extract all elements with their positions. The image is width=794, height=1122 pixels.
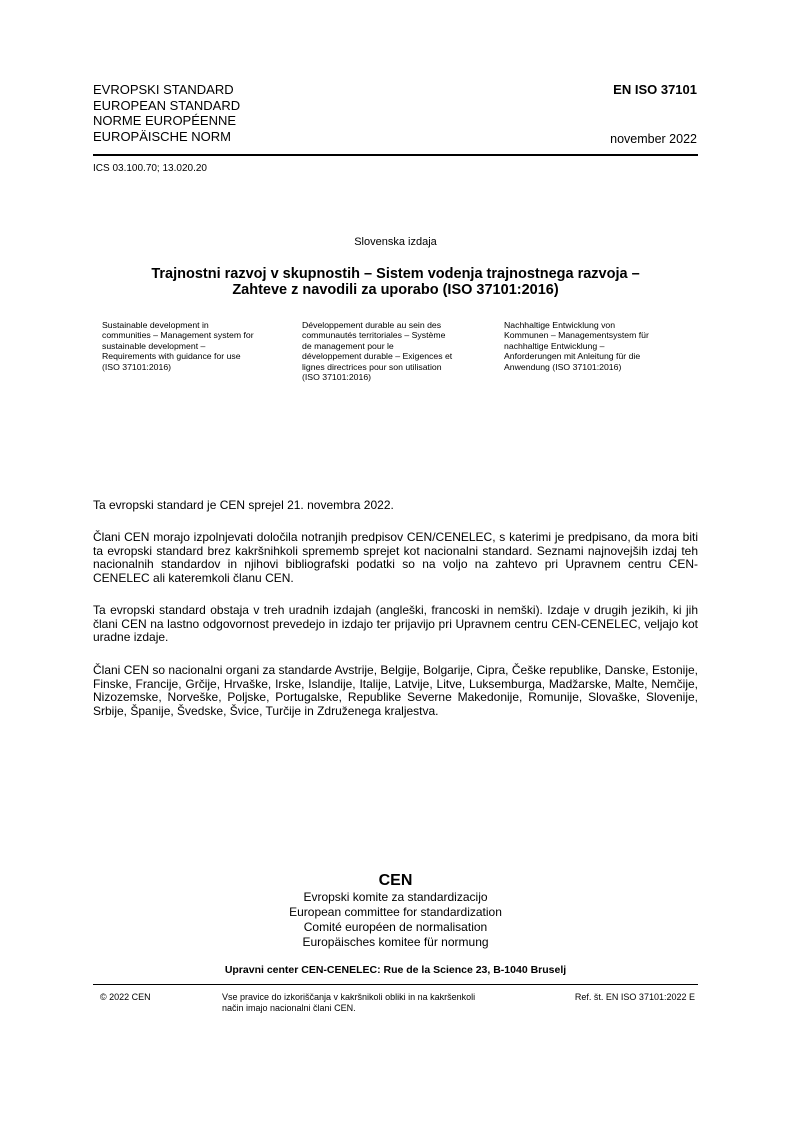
cen-name: CEN xyxy=(378,872,413,889)
reference-number: Ref. št. EN ISO 37101:2022 E xyxy=(574,992,695,1002)
document-title xyxy=(93,266,698,298)
title-german-line: Nachhaltige Entwicklung von xyxy=(504,320,616,330)
header-divider xyxy=(93,154,698,156)
rights-notice xyxy=(222,992,475,1014)
title-french-line: développement durable – Exigences et xyxy=(302,351,453,362)
publication-date: november 2022 xyxy=(610,132,697,146)
title-english-line: (ISO 37101:2016) xyxy=(102,361,172,372)
title-line-2: Zahteve z navodili za uporabo (ISO 37101:2016) xyxy=(232,282,559,298)
title-line-1: Trajnostni razvoj v skupnostih – Sistem vodenja trajnostnega razvoja – xyxy=(151,266,640,282)
cen-name-sl: Evropski komite za standardizacijo xyxy=(303,890,488,904)
title-english xyxy=(102,320,294,372)
title-english-line: sustainable development – xyxy=(102,340,206,351)
standard-type-de: EUROPÄISCHE NORM xyxy=(93,128,231,144)
title-german-line: Anforderungen mit Anleitung für die xyxy=(504,351,641,362)
title-german-line: Anwendung (ISO 37101:2016) xyxy=(504,361,622,372)
cen-members-paragraph: Člani CEN so nacionalni organi za standarde Avstrije, Belgije, Bolgarije, Cipra, Češke republike, Danske, Estonije, Finske, Francije, Grčije, Hrvaške, Irske, Islandije, Italije, Latvije, Litve, Luksemburga, Madžarske, Malte, Nemčije, Nizozemske, Norveške, Poljske, Portugalske, Republike Severne Makedonije, Romunije, Slovaške, Slovenije, Srbije, Španije, Švedske, Švice, Turčije in Združenega kraljestva. xyxy=(93,663,698,718)
cen-name-en: European committee for standardization xyxy=(289,905,502,919)
standard-type-sl: EVROPSKI STANDARD xyxy=(93,82,234,97)
standard-number: EN ISO 37101 xyxy=(613,82,697,97)
rights-notice-line: Vse pravice do izkoriščanja v kakršnikoli obliki in na kakršenkoli xyxy=(222,992,476,1002)
standard-type-en: EUROPEAN STANDARD xyxy=(93,97,241,113)
title-french-line: lignes directrices pour son utilisation xyxy=(302,361,442,372)
title-french-line: Développement durable au sein des xyxy=(302,320,442,330)
footer-divider xyxy=(93,984,698,985)
ics-codes: ICS 03.100.70; 13.020.20 xyxy=(93,163,207,174)
edition-label: Slovenska izdaja xyxy=(354,236,437,248)
title-french-line: de management pour le xyxy=(302,340,394,351)
standard-type-names xyxy=(93,82,240,144)
title-english-line: Requirements with guidance for use xyxy=(102,351,241,362)
title-french-line: communautés territoriales – Système xyxy=(302,330,446,341)
title-german-line: nachhaltige Entwicklung – xyxy=(504,340,605,351)
official-versions-paragraph: Ta evropski standard obstaja v treh uradnih izdajah (angleški, francoski in nemški). Izdaje v drugih jezikih, ki jih člani CEN na lastno odgovornost prevedejo in izdajo ter prijavijo pri Upravnem centru CEN-CENELEC, veljajo kot uradne izdaje. xyxy=(93,603,698,645)
adoption-paragraph: Ta evropski standard je CEN sprejel 21. novembra 2022. xyxy=(93,498,394,512)
title-english-line: communities – Management system for xyxy=(102,330,254,341)
cen-name-de: Europäisches komitee für normung xyxy=(302,935,489,949)
standard-type-fr: NORME EUROPÉENNE xyxy=(93,113,237,128)
title-german-line: Kommunen – Managementsystem für xyxy=(504,330,649,341)
copyright: © 2022 CEN xyxy=(100,992,151,1002)
title-french-line: (ISO 37101:2016) xyxy=(302,372,372,383)
member-obligations-paragraph: Člani CEN morajo izpolnjevati določila notranjih predpisov CEN/CENELEC, s katerimi je predpisano, da mora biti ta evropski standard brez kakršnihkoli sprememb sprejet kot nacionalni standard. Seznami najnovejših izdaj teh nacionalnih standardov in njihovi bibliografski podatki so na voljo na zahtevo pri Upravnem centru CEN-CENELEC ali kateremkoli članu CEN. xyxy=(93,530,698,585)
cen-name-fr: Comité européen de normalisation xyxy=(303,920,488,934)
title-french xyxy=(302,320,494,382)
title-german xyxy=(504,320,696,372)
rights-notice-line: način imajo nacionalni člani CEN. xyxy=(222,1003,356,1013)
management-centre-address: Upravni center CEN-CENELEC: Rue de la Science 23, B-1040 Bruselj xyxy=(224,964,567,976)
cen-committee-names xyxy=(93,890,698,950)
title-english-line: Sustainable development in xyxy=(102,320,209,330)
